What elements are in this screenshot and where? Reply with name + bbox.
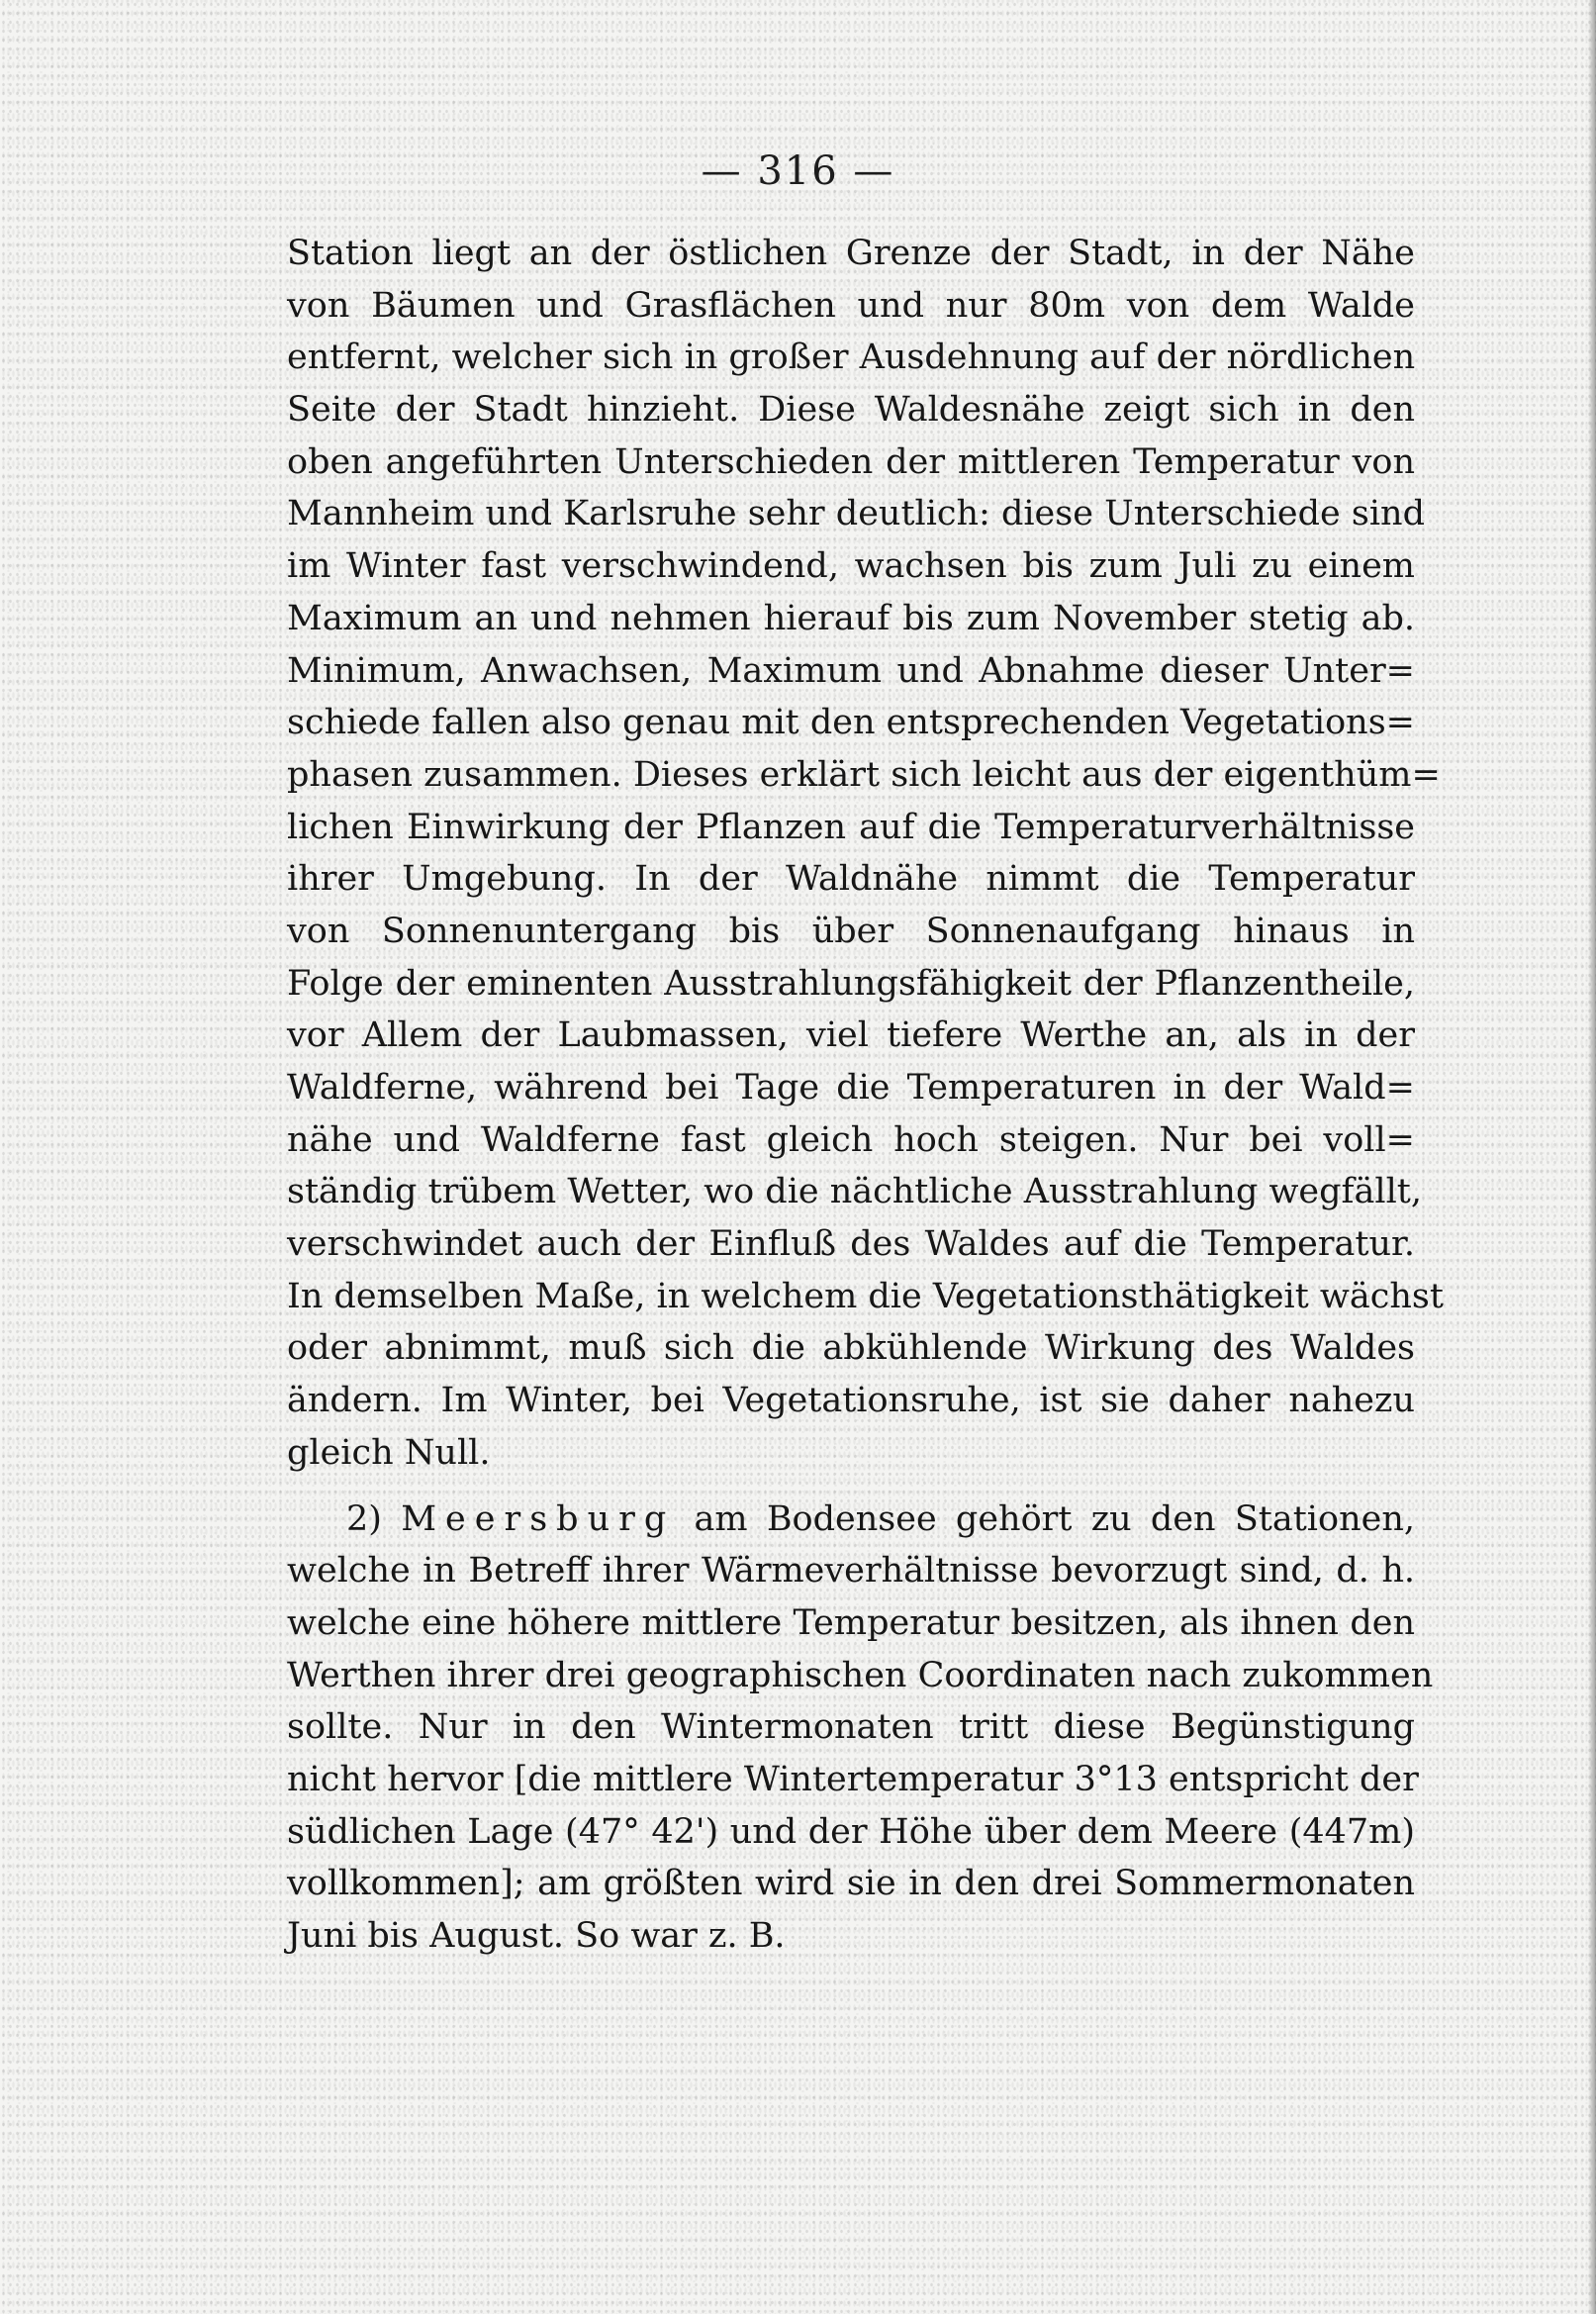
text-line: Maximum an und nehmen hierauf bis zum November stetig ab. xyxy=(287,598,1415,638)
text-line: welche in Betreff ihrer Wärmeverhältnisse bevorzugt sind, d. h. xyxy=(287,1551,1415,1591)
text-line: von Sonnenuntergang bis über Sonnenaufgang hinaus in xyxy=(287,911,1415,951)
paragraph-2 xyxy=(287,1494,1434,1963)
page-edge-shadow xyxy=(1588,0,1596,2314)
text-line: Folge der eminenten Ausstrahlungsfähigkeit der Pflanzentheile, xyxy=(287,963,1415,1004)
text-line: ändern. Im Winter, bei Vegetationsruhe, ist sie daher nahezu xyxy=(287,1381,1415,1421)
text-line: welche eine höhere mittlere Temperatur besitzen, als ihnen den xyxy=(287,1602,1415,1643)
text-line: südlichen Lage (47° 42') und der Höhe über dem Meere (447m) xyxy=(287,1811,1415,1852)
text-line: oben angeführten Unterschieden der mittleren Temperatur von xyxy=(287,441,1415,482)
list-number: 2) xyxy=(346,1498,382,1539)
text-line: phasen zusammen. Dieses erklärt sich leicht aus der eigenthüm= xyxy=(287,754,1441,795)
paragraph-gap xyxy=(287,1480,1415,1494)
text-line: lichen Einwirkung der Pflanzen auf die Temperaturverhältnisse xyxy=(287,807,1415,847)
body-text xyxy=(287,228,1444,1963)
text-line: Juni bis August. So war z. B. xyxy=(287,1916,786,1956)
text-line: Werthen ihrer drei geographischen Coordinaten nach zukommen xyxy=(287,1655,1434,1695)
paragraph-1 xyxy=(287,228,1444,1480)
text-line: Seite der Stadt hinzieht. Diese Waldesnähe zeigt sich in den xyxy=(287,390,1415,431)
text-line: im Winter fast verschwindend, wachsen bis zum Juli zu einem xyxy=(287,546,1415,587)
text-line: sollte. Nur in den Wintermonaten tritt diese Begünstigung xyxy=(287,1707,1415,1748)
station-name: Meersburg xyxy=(401,1498,676,1539)
text-line: nähe und Waldferne fast gleich hoch steigen. Nur bei voll= xyxy=(287,1119,1415,1160)
text-line: ihrer Umgebung. In der Waldnähe nimmt die Temperatur xyxy=(287,859,1415,900)
text-line: Station liegt an der östlichen Grenze der Stadt, in der Nähe xyxy=(287,234,1415,273)
text-line: In demselben Maße, in welchem die Vegetationsthätigkeit wächst xyxy=(287,1276,1444,1316)
page-number: — 316 — xyxy=(701,148,895,194)
text-fragment: am Bodensee gehört zu den Stationen, xyxy=(694,1498,1415,1539)
text-line: Mannheim und Karlsruhe sehr deutlich: diese Unterschiede sind xyxy=(287,494,1425,534)
text-line: Waldferne, während bei Tage die Temperaturen in der Wald= xyxy=(287,1068,1415,1108)
text-line: Minimum, Anwachsen, Maximum und Abnahme dieser Unter= xyxy=(287,650,1415,691)
text-line: nicht hervor [die mittlere Wintertemperatur 3°13 entspricht der xyxy=(287,1759,1419,1799)
text-line: oder abnimmt, muß sich die abkühlende Wirkung des Waldes xyxy=(287,1328,1415,1369)
text-line: vollkommen]; am größten wird sie in den drei Sommermonaten xyxy=(287,1864,1415,1904)
text-line: ständig trübem Wetter, wo die nächtliche Ausstrahlung wegfällt, xyxy=(287,1172,1422,1212)
text-line: von Bäumen und Grasflächen und nur 80m von dem Walde xyxy=(287,285,1415,326)
text-line: verschwindet auch der Einfluß des Waldes auf die Temperatur. xyxy=(287,1224,1415,1265)
text-line: schiede fallen also genau mit den entsprechenden Vegetations= xyxy=(287,703,1415,743)
text-line: vor Allem der Laubmassen, viel tiefere Werthe an, als in der xyxy=(287,1015,1415,1056)
text-line xyxy=(287,1494,1415,1546)
text-line: gleich Null. xyxy=(287,1432,491,1473)
text-line: entfernt, welcher sich in großer Ausdehnung auf der nördlichen xyxy=(287,337,1416,378)
